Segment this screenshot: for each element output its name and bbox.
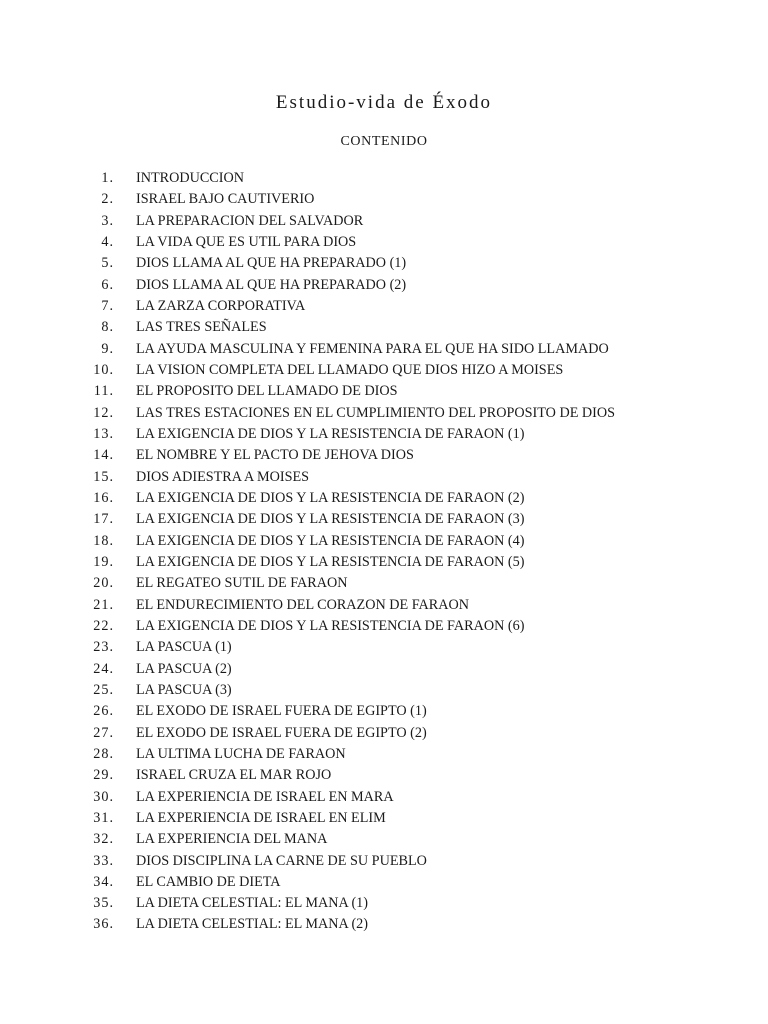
toc-entry-title: LA ULTIMA LUCHA DE FARAON	[136, 745, 346, 762]
toc-entry-title: LA EXIGENCIA DE DIOS Y LA RESISTENCIA DE FARAON (4)	[136, 532, 525, 549]
toc-entry-number: 30.	[93, 788, 114, 805]
toc-entry	[0, 637, 768, 658]
toc-entry	[0, 872, 768, 893]
toc-entry	[0, 275, 768, 296]
toc-entry-title: LA AYUDA MASCULINA Y FEMENINA PARA EL QUE HA SIDO LLAMADO	[136, 340, 609, 357]
toc-entry	[0, 488, 768, 509]
toc-entry	[0, 467, 768, 488]
toc-entry-title: LA EXPERIENCIA DEL MANA	[136, 831, 328, 848]
toc-entry-title: EL PROPOSITO DEL LLAMADO DE DIOS	[136, 383, 398, 400]
toc-entry-number: 12.	[93, 404, 114, 421]
toc-entry-title: LA EXIGENCIA DE DIOS Y LA RESISTENCIA DE FARAON (1)	[136, 425, 525, 442]
toc-entry-number: 18.	[93, 532, 114, 549]
toc-entry-title: DIOS LLAMA AL QUE HA PREPARADO (1)	[136, 255, 407, 272]
toc-entry-title: EL EXODO DE ISRAEL FUERA DE EGIPTO (2)	[136, 724, 427, 741]
toc-entry	[0, 787, 768, 808]
toc-entry-title: LA PASCUA (3)	[136, 681, 232, 698]
toc-entry-title: EL NOMBRE Y EL PACTO DE JEHOVA DIOS	[136, 447, 414, 464]
toc-entry-title: LA EXPERIENCIA DE ISRAEL EN MARA	[136, 788, 394, 805]
toc-entry	[0, 317, 768, 338]
toc-entry	[0, 509, 768, 530]
toc-entry-number: 28.	[93, 745, 114, 762]
toc-entry-title: EL REGATEO SUTIL DE FARAON	[136, 575, 348, 592]
toc-entry-title: LAS TRES ESTACIONES EN EL CUMPLIMIENTO DEL PROPOSITO DE DIOS	[136, 404, 616, 421]
toc-entry-title: LA ZARZA CORPORATIVA	[136, 297, 306, 314]
toc-entry	[0, 531, 768, 552]
toc-entry	[0, 680, 768, 701]
toc-entry	[0, 616, 768, 637]
toc-entry-title: LA EXIGENCIA DE DIOS Y LA RESISTENCIA DE FARAON (2)	[136, 489, 525, 506]
toc-entry-number: 6.	[101, 276, 114, 293]
toc-entry-title: LA EXIGENCIA DE DIOS Y LA RESISTENCIA DE FARAON (6)	[136, 617, 525, 634]
toc-entry	[0, 723, 768, 744]
toc-entry-number: 4.	[101, 233, 114, 250]
toc-entry	[0, 168, 768, 189]
toc-entry-title: EL CAMBIO DE DIETA	[136, 873, 281, 890]
toc-entry-number: 13.	[93, 425, 114, 442]
toc-entry-number: 22.	[93, 617, 114, 634]
toc-entry	[0, 765, 768, 786]
toc-entry-title: LA VISION COMPLETA DEL LLAMADO QUE DIOS HIZO A MOISES	[136, 361, 564, 378]
toc-entry-number: 29.	[93, 767, 114, 784]
toc-entry	[0, 445, 768, 466]
document-title: Estudio-vida de Éxodo	[275, 92, 493, 113]
toc-entry-number: 9.	[101, 340, 114, 357]
toc-entry-number: 25.	[93, 681, 114, 698]
toc-entry-number: 27.	[93, 724, 114, 741]
toc-entry-title: LA EXPERIENCIA DE ISRAEL EN ELIM	[136, 809, 386, 826]
toc-entry	[0, 744, 768, 765]
toc-entry-title: EL EXODO DE ISRAEL FUERA DE EGIPTO (1)	[136, 703, 427, 720]
toc-entry-number: 8.	[101, 319, 114, 336]
toc-entry-number: 20.	[93, 575, 114, 592]
toc-entry-title: EL ENDURECIMIENTO DEL CORAZON DE FARAON	[136, 596, 469, 613]
toc-entry	[0, 360, 768, 381]
toc-entry-number: 3.	[101, 212, 114, 229]
toc-entry-number: 35.	[93, 895, 114, 912]
toc-entry	[0, 253, 768, 274]
toc-entry-title: INTRODUCCION	[136, 170, 244, 186]
toc-entry-title: LA VIDA QUE ES UTIL PARA DIOS	[136, 233, 357, 250]
toc-entry-title: ISRAEL BAJO CAUTIVERIO	[136, 191, 315, 208]
toc-entry-title: LA EXIGENCIA DE DIOS Y LA RESISTENCIA DE FARAON (3)	[136, 511, 525, 528]
toc-entry	[0, 211, 768, 232]
toc-entry-number: 5.	[101, 255, 114, 272]
toc-entry	[0, 829, 768, 850]
toc-entry-number: 19.	[93, 553, 114, 570]
toc-entry	[0, 424, 768, 445]
toc-entry-number: 15.	[93, 468, 114, 485]
toc-entry-title: LA PASCUA (1)	[136, 639, 232, 656]
toc-entry-number: 34.	[93, 873, 114, 890]
toc-entry-number: 16.	[93, 489, 114, 506]
toc-entry-title: LA DIETA CELESTIAL: EL MANA (2)	[136, 916, 369, 933]
toc-entry-number: 26.	[93, 703, 114, 720]
toc-entry-title: LA PASCUA (2)	[136, 660, 232, 677]
toc-entry	[0, 189, 768, 210]
toc-entry-title: ISRAEL CRUZA EL MAR ROJO	[136, 767, 332, 784]
toc-entry-number: 32.	[93, 831, 114, 848]
toc-entry-title: LAS TRES SEÑALES	[136, 319, 267, 336]
toc-entry	[0, 914, 768, 935]
toc-entry	[0, 339, 768, 360]
toc-entry-number: 11.	[93, 383, 114, 400]
toc-entry	[0, 296, 768, 317]
toc-entry-number: 10.	[93, 361, 114, 378]
toc-entry	[0, 808, 768, 829]
toc-entry	[0, 659, 768, 680]
table-of-contents	[0, 168, 768, 936]
toc-entry	[0, 851, 768, 872]
toc-entry	[0, 573, 768, 594]
toc-entry	[0, 595, 768, 616]
toc-entry	[0, 232, 768, 253]
toc-entry-number: 24.	[93, 660, 114, 677]
toc-entry-title: DIOS DISCIPLINA LA CARNE DE SU PUEBLO	[136, 852, 427, 869]
toc-entry-title: DIOS LLAMA AL QUE HA PREPARADO (2)	[136, 276, 407, 293]
toc-entry-number: 23.	[93, 639, 114, 656]
toc-entry	[0, 701, 768, 722]
toc-entry	[0, 552, 768, 573]
toc-entry	[0, 403, 768, 424]
contents-heading: CONTENIDO	[340, 134, 428, 149]
toc-entry-number: 33.	[93, 852, 114, 869]
toc-entry-number: 2.	[101, 191, 114, 208]
toc-entry	[0, 381, 768, 402]
toc-entry-number: 14.	[93, 447, 114, 464]
toc-entry-title: LA PREPARACION DEL SALVADOR	[136, 212, 364, 229]
toc-entry-number: 36.	[93, 916, 114, 933]
toc-entry	[0, 893, 768, 914]
toc-entry-number: 31.	[93, 809, 114, 826]
toc-entry-number: 17.	[93, 511, 114, 528]
toc-entry-title: LA EXIGENCIA DE DIOS Y LA RESISTENCIA DE FARAON (5)	[136, 553, 525, 570]
toc-entry-number: 21.	[93, 596, 114, 613]
toc-entry-number: 1.	[101, 170, 114, 186]
toc-entry-title: DIOS ADIESTRA A MOISES	[136, 468, 310, 485]
toc-entry-title: LA DIETA CELESTIAL: EL MANA (1)	[136, 895, 369, 912]
toc-entry-number: 7.	[101, 297, 114, 314]
